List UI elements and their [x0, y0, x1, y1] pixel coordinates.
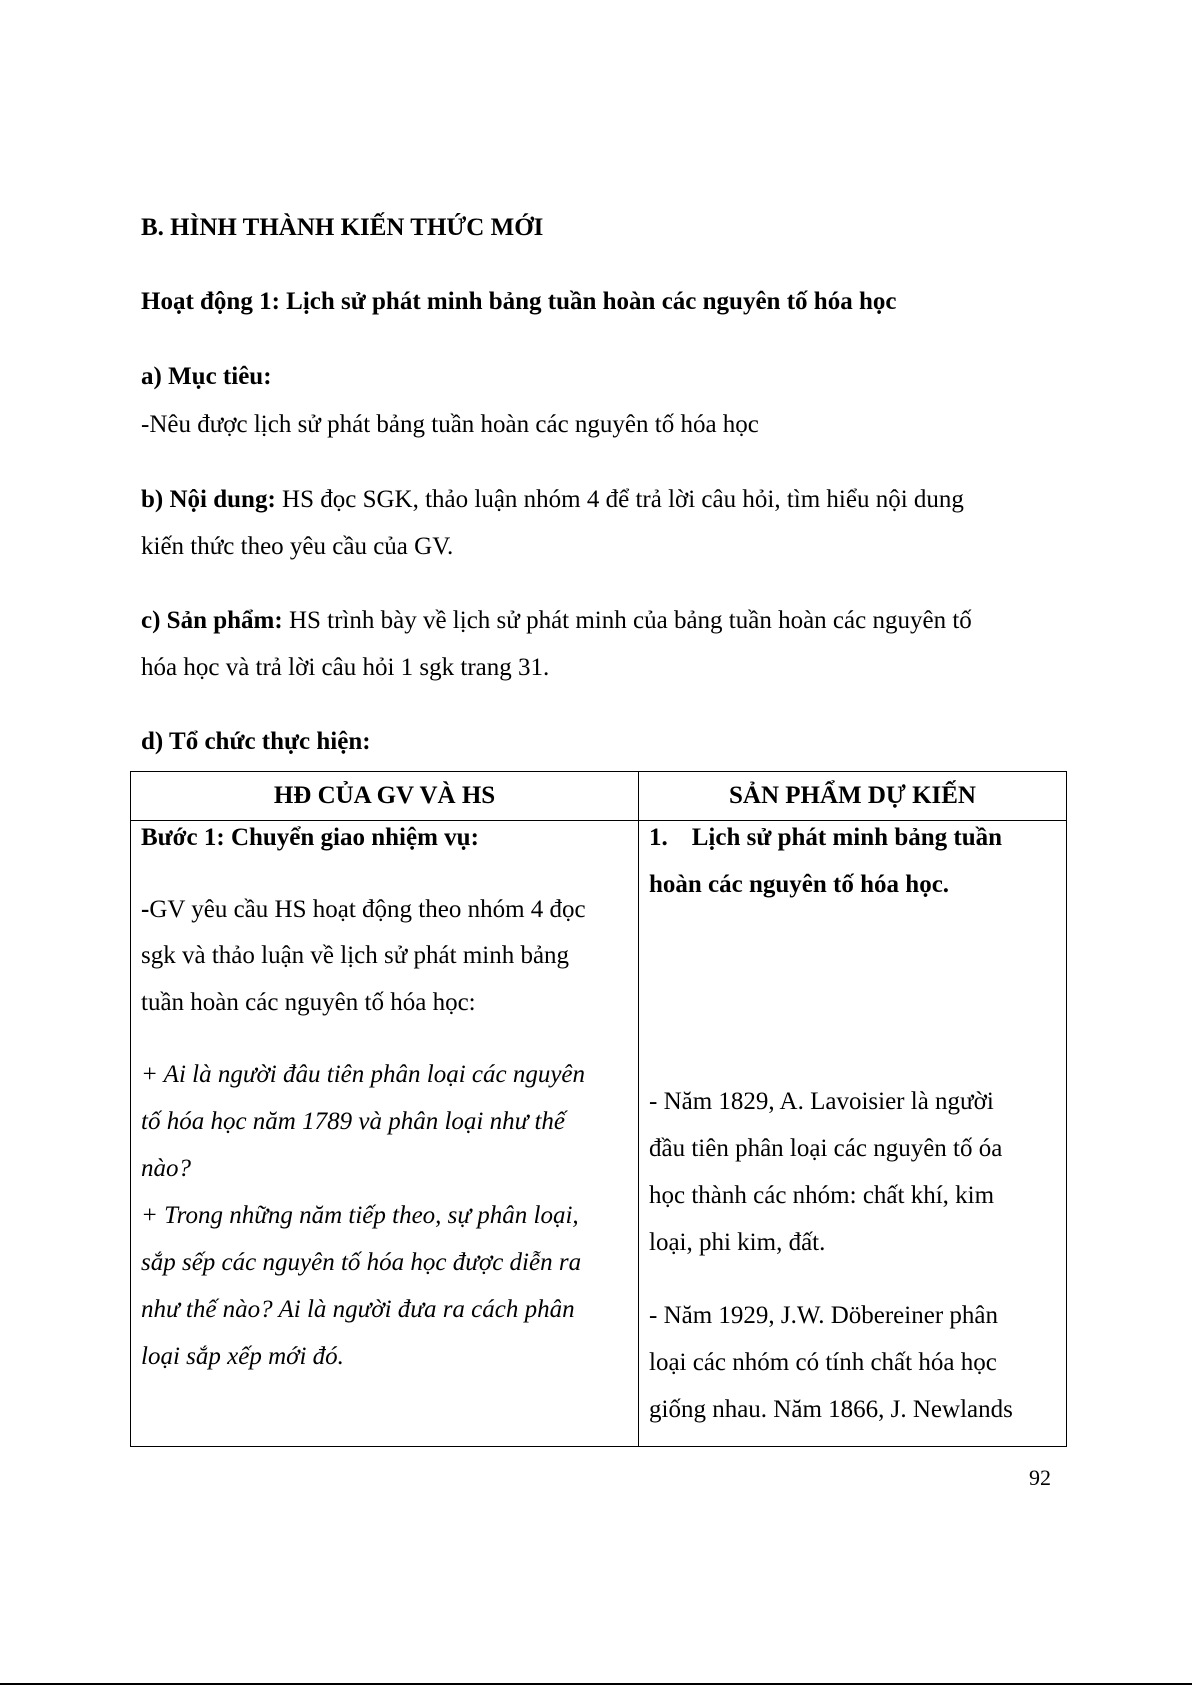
question-1-line-2: tố hóa học năm 1789 và phân loại như thế: [141, 1108, 566, 1135]
product-label: c) Sản phẩm:: [141, 607, 283, 634]
history-p1-line-2: đầu tiên phân loại các nguyên tố óa: [649, 1135, 1003, 1162]
product-line-2: hóa học và trả lời câu hỏi 1 sgk trang 31.: [141, 654, 550, 681]
history-p1-line-4: loại, phi kim, đất.: [649, 1229, 826, 1256]
task-text: GV yêu cầu HS hoạt động theo nhóm 4 đọc: [149, 896, 586, 923]
content-label: b) Nội dung:: [141, 486, 276, 513]
objective-text: -Nêu được lịch sử phát bảng tuần hoàn các nguyên tố hóa học: [141, 411, 759, 438]
organize-label: d) Tổ chức thực hiện:: [141, 728, 371, 755]
header-expected-product: SẢN PHẨM DỰ KIẾN: [639, 772, 1067, 821]
activity-table: [130, 771, 1067, 1447]
content-paragraph: [141, 486, 964, 514]
table-row: [131, 821, 1067, 1447]
page-number: 92: [1029, 1465, 1051, 1490]
history-p2-line-1: - Năm 1929, J.W. Döbereiner phân: [649, 1302, 998, 1329]
history-p1-line-3: học thành các nhóm: chất khí, kim: [649, 1182, 995, 1209]
table-header-row: [131, 772, 1067, 821]
task-dash: -: [141, 896, 150, 923]
question-2-line-3: như thế nào? Ai là người đưa ra cách phân: [141, 1296, 575, 1323]
content-line-1: HS đọc SGK, thảo luận nhóm 4 để trả lời câu hỏi, tìm hiểu nội dung: [275, 486, 964, 513]
task-line-3: tuần hoàn các nguyên tố hóa học:: [141, 989, 476, 1016]
step-1-heading: Bước 1: Chuyển giao nhiệm vụ:: [141, 824, 479, 851]
teacher-student-cell: [131, 821, 639, 1447]
product-heading-line-1: [649, 824, 1002, 852]
question-2-line-4: loại sắp xếp mới đó.: [141, 1343, 344, 1370]
product-paragraph: [141, 607, 972, 635]
expected-product-cell: [639, 821, 1067, 1447]
task-line-1: [141, 896, 586, 924]
section-heading: B. HÌNH THÀNH KIẾN THỨC MỚI: [141, 214, 544, 241]
task-line-2: sgk và thảo luận về lịch sử phát minh bảng: [141, 942, 570, 969]
header-teacher-student: HĐ CỦA GV VÀ HS: [131, 772, 639, 821]
product-line-1: HS trình bày về lịch sử phát minh của bảng tuần hoàn các nguyên tố: [282, 607, 972, 634]
question-1-line-1: + Ai là người đâu tiên phân loại các nguyên: [141, 1061, 586, 1088]
history-p2-line-3: giống nhau. Năm 1866, J. Newlands: [649, 1396, 1013, 1423]
content-line-2: kiến thức theo yêu cầu của GV.: [141, 533, 454, 560]
heading-number: 1.: [649, 824, 668, 851]
question-2-line-1: + Trong những năm tiếp theo, sự phân loại,: [141, 1202, 579, 1229]
history-p1-line-1: - Năm 1829, A. Lavoisier là người: [649, 1088, 994, 1115]
product-heading-line-2: hoàn các nguyên tố hóa học.: [649, 871, 950, 898]
question-2-line-2: sắp sếp các nguyên tố hóa học được diễn ra: [141, 1249, 582, 1276]
question-1-line-3: nào?: [141, 1155, 191, 1182]
heading-text: Lịch sử phát minh bảng tuần: [691, 824, 1003, 851]
objective-label: a) Mục tiêu:: [141, 363, 272, 390]
history-p2-line-2: loại các nhóm có tính chất hóa học: [649, 1349, 997, 1376]
activity-title: Hoạt động 1: Lịch sử phát minh bảng tuần hoàn các nguyên tố hóa học: [141, 288, 897, 315]
